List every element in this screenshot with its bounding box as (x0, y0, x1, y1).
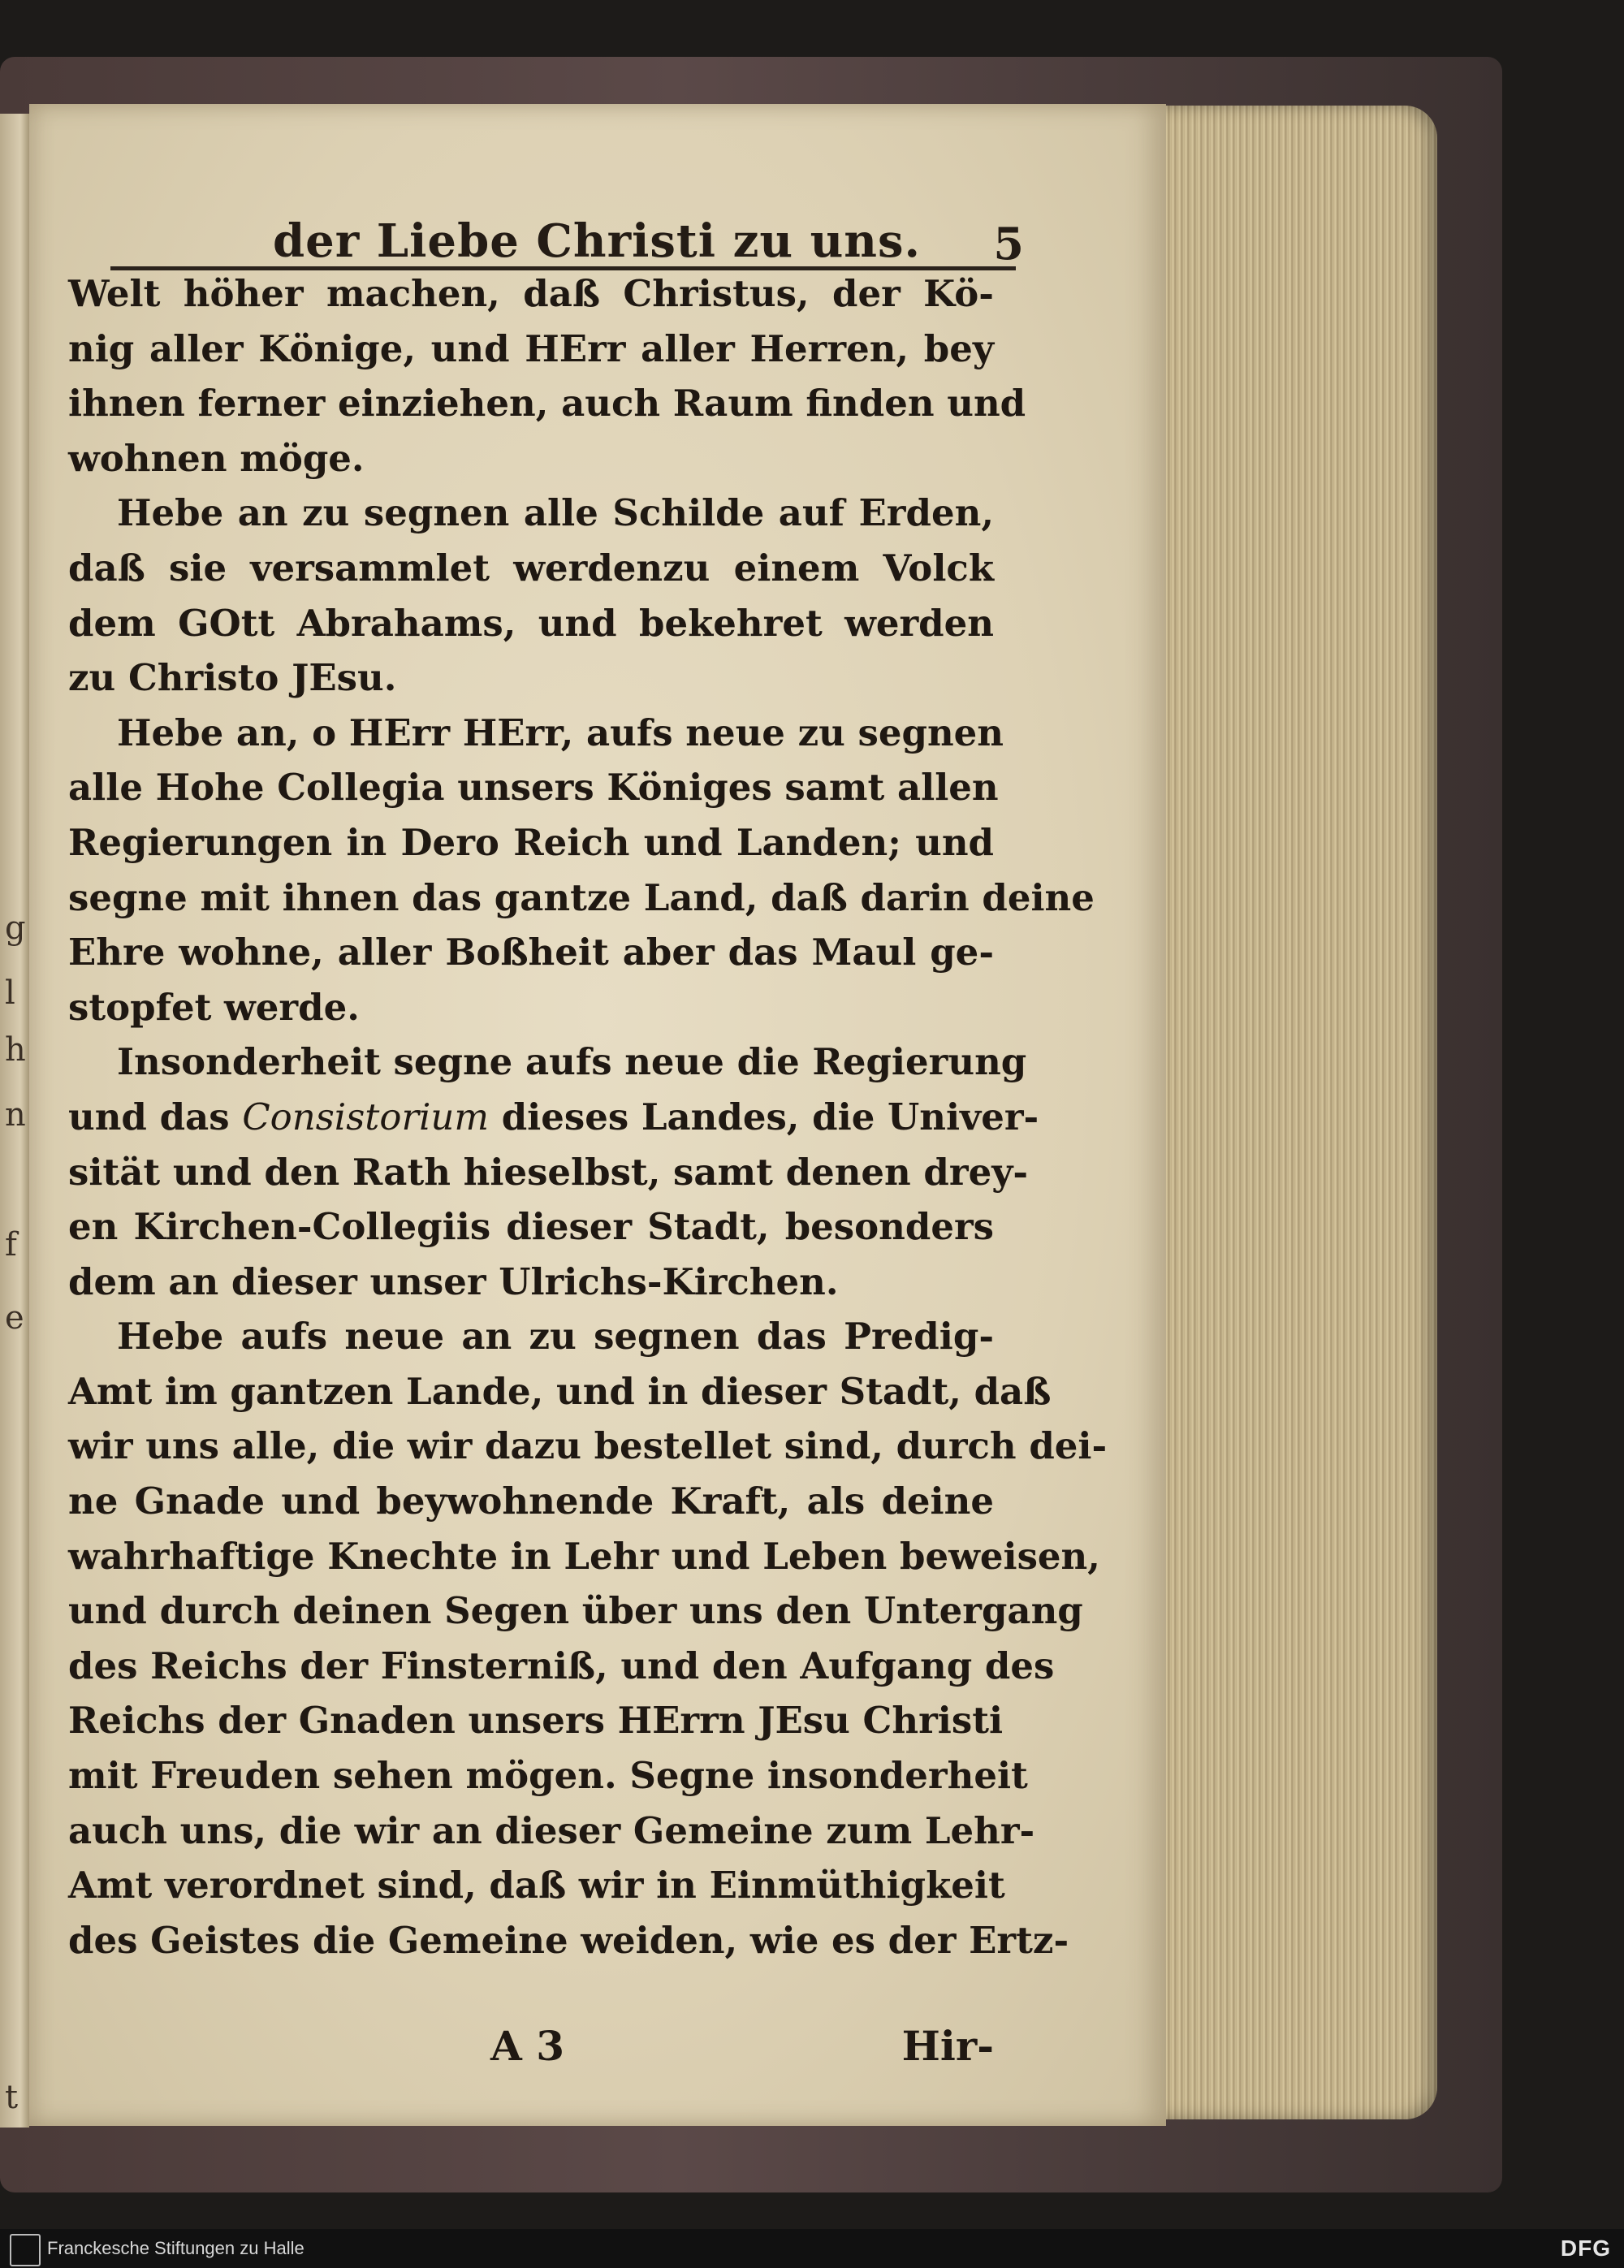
running-title: der Liebe Christi zu uns. (273, 214, 922, 268)
text-line: Hebe an zu segnen alle Schilde auf Erden, (117, 491, 994, 535)
institution-name: Franckesche Stiftungen zu Halle (47, 2238, 304, 2258)
signature-mark: A 3 (490, 2022, 564, 2070)
text-line: Ehre wohne, aller Boßheit aber das Maul ge- (68, 931, 994, 974)
page-number: 5 (993, 218, 1024, 270)
text-line: Welt höher machen, daß Christus, der Kö- (68, 272, 994, 315)
text-line: sität und den Rath hieselbst, samt denen drey- (68, 1150, 1029, 1194)
text-line: wir uns alle, die wir dazu bestellet sind, durch dei- (68, 1424, 1108, 1468)
text-line: dem an dieser unser Ulrichs-Kirchen. (68, 1259, 839, 1303)
text-line: auch uns, die wir an dieser Gemeine zum Lehr- (68, 1808, 1035, 1852)
text-line: stopfet werde. (68, 985, 360, 1029)
text-line: zu Christo JEsu. (68, 656, 397, 700)
body-text (68, 266, 1108, 1968)
page-edges (1145, 106, 1437, 2119)
text-line: dem GOtt Abrahams, und bekehret werden (68, 601, 994, 645)
page-header (110, 201, 1024, 270)
text-line: des Geistes die Gemeine weiden, wie es der Ertz- (68, 1918, 1069, 1962)
left-leaf-char: t (5, 2079, 19, 2116)
text-line: Hebe an, o HErr HErr, aufs neue zu segnen (117, 711, 1004, 754)
left-leaf-char: g (5, 909, 26, 947)
text-line: Amt im gantzen Lande, und in dieser Stadt, daß (68, 1369, 1052, 1413)
text-line: wohnen möge. (68, 436, 365, 480)
text-line: Amt verordnet sind, daß wir in Einmüthigkeit (68, 1864, 1005, 1907)
text-line: Insonderheit segne aufs neue die Regierung (117, 1040, 1027, 1084)
text-line: Regierungen in Dero Reich und Landen; und (68, 820, 994, 864)
institution-logo-icon (10, 2234, 41, 2266)
left-leaf-char: e (5, 1299, 24, 1337)
book-page (29, 104, 1166, 2126)
catchword: Hir- (901, 2022, 994, 2070)
text-line: alle Hohe Collegia unsers Königes samt allen (68, 766, 999, 810)
text-line: wahrhaftige Knechte in Lehr und Leben beweisen, (68, 1534, 1100, 1578)
left-leaf-char: f (5, 1226, 17, 1264)
text-line: en Kirchen-Collegiis dieser Stadt, besonders (68, 1205, 994, 1249)
text-line: und das Consistorium dieses Landes, die Univer- (68, 1095, 1039, 1138)
viewer-bottom-bar (0, 2229, 1624, 2268)
text-line: Hebe aufs neue an zu segnen das Predig- (117, 1315, 994, 1359)
previous-page-edge (0, 114, 29, 2128)
page-footer (68, 2022, 994, 2079)
text-line: des Reichs der Finsterniß, und den Aufgang des (68, 1644, 1055, 1687)
text-line: nig aller Könige, und HErr aller Herren, bey (68, 326, 994, 370)
text-line: und durch deinen Segen über uns den Untergang (68, 1589, 1083, 1633)
text-line: Reichs der Gnaden unsers HErrn JEsu Christi (68, 1699, 1004, 1743)
italic-term: Consistorium (242, 1095, 490, 1138)
text-line: mit Freuden sehen mögen. Segne insonderheit (68, 1754, 1028, 1798)
left-leaf-char: l (5, 974, 15, 1012)
text-line: daß sie versammlet werdenzu einem Volck (68, 546, 994, 590)
left-leaf-char: n (5, 1096, 26, 1134)
dfg-logo: DFG (1560, 2236, 1611, 2261)
text-line: ne Gnade und beywohnende Kraft, als deine (68, 1480, 994, 1523)
text-line: ihnen ferner einziehen, auch Raum finden und (68, 382, 1026, 426)
text-line: segne mit ihnen das gantze Land, daß darin deine (68, 875, 1095, 919)
left-leaf-char: h (5, 1031, 26, 1069)
